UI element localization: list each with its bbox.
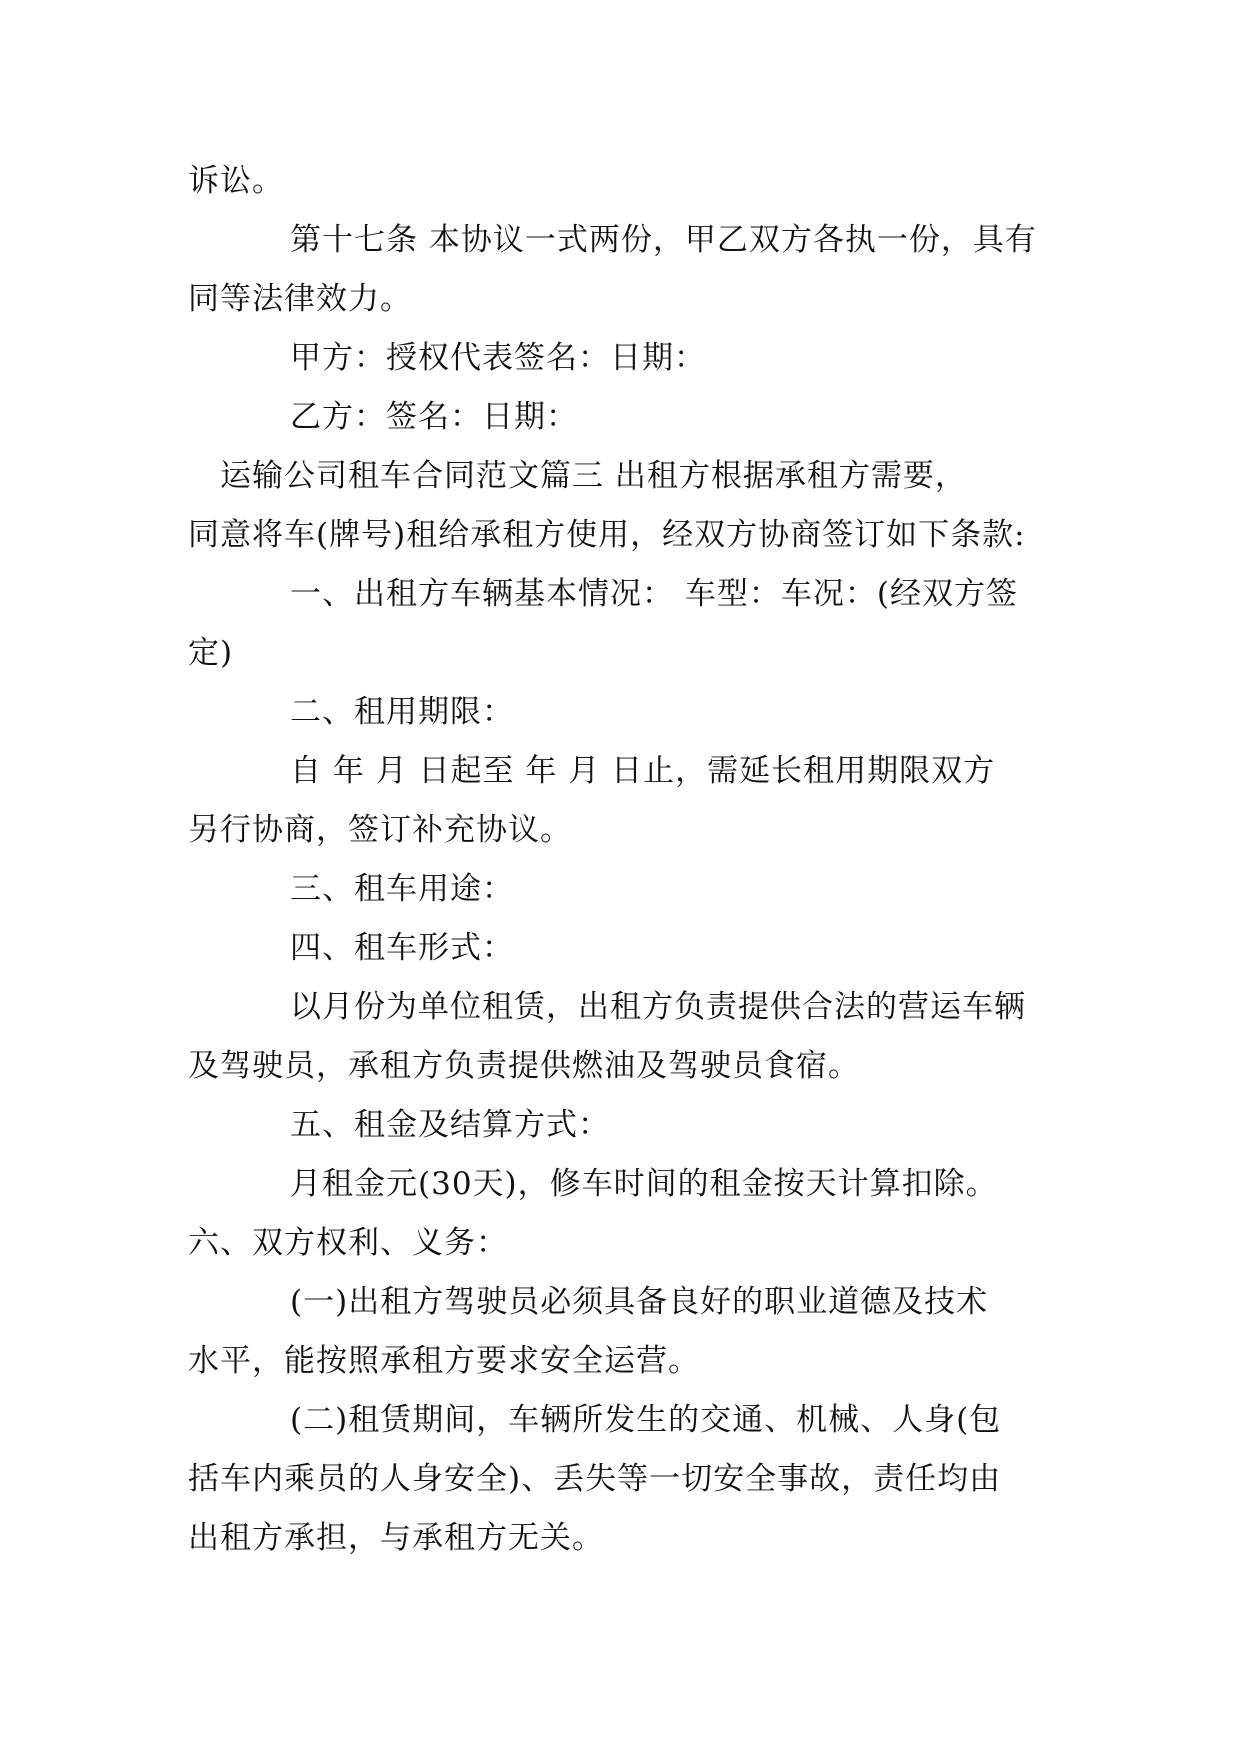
- text-line: (二)租赁期间，车辆所发生的交通、机械、人身(包: [290, 1402, 1002, 1438]
- text-line: 另行协商，签订补充协议。: [188, 812, 572, 848]
- text-line: 月租金元(30天)，修车时间的租金按天计算扣除。: [290, 1166, 998, 1202]
- text-line: 出租方承担，与承租方无关。: [188, 1520, 604, 1556]
- text-line: 自 年 月 日起至 年 月 日止，需延长租用期限双方: [290, 753, 996, 789]
- text-line: 同意将车(牌号)租给承租方使用，经双方协商签订如下条款:: [188, 517, 1026, 553]
- text-line: 第十七条 本协议一式两份，甲乙双方各执一份，具有: [290, 222, 1037, 258]
- clause-heading: 一、出租方车辆基本情况： 车型：车况：(经双方签: [290, 576, 1018, 612]
- clause-heading: 三、租车用途：: [290, 871, 514, 907]
- clause-heading: 六、双方权利、义务：: [188, 1225, 508, 1261]
- clause-heading: 五、租金及结算方式：: [290, 1107, 610, 1143]
- signature-line-party-b: 乙方：签名：日期：: [290, 399, 578, 435]
- document-body: [188, 152, 1060, 1568]
- text-line: 同等法律效力。: [188, 281, 412, 317]
- text-line: 诉讼。: [188, 163, 284, 199]
- text-line: 括车内乘员的人身安全)、丢失等一切安全事故，责任均由: [188, 1461, 1002, 1497]
- clause-heading: 四、租车形式：: [290, 930, 514, 966]
- signature-line-party-a: 甲方：授权代表签名：日期：: [290, 340, 706, 376]
- text-line: 及驾驶员，承租方负责提供燃油及驾驶员食宿。: [188, 1048, 860, 1084]
- clause-heading: 二、租用期限：: [290, 694, 514, 730]
- text-line: 以月份为单位租赁，出租方负责提供合法的营运车辆: [290, 989, 1026, 1025]
- section-heading: 运输公司租车合同范文篇三 出租方根据承租方需要，: [220, 458, 967, 494]
- text-line: 水平，能按照承租方要求安全运营。: [188, 1343, 700, 1379]
- text-line: 定): [188, 635, 234, 671]
- text-line: (一)出租方驾驶员必须具备良好的职业道德及技术: [290, 1284, 989, 1320]
